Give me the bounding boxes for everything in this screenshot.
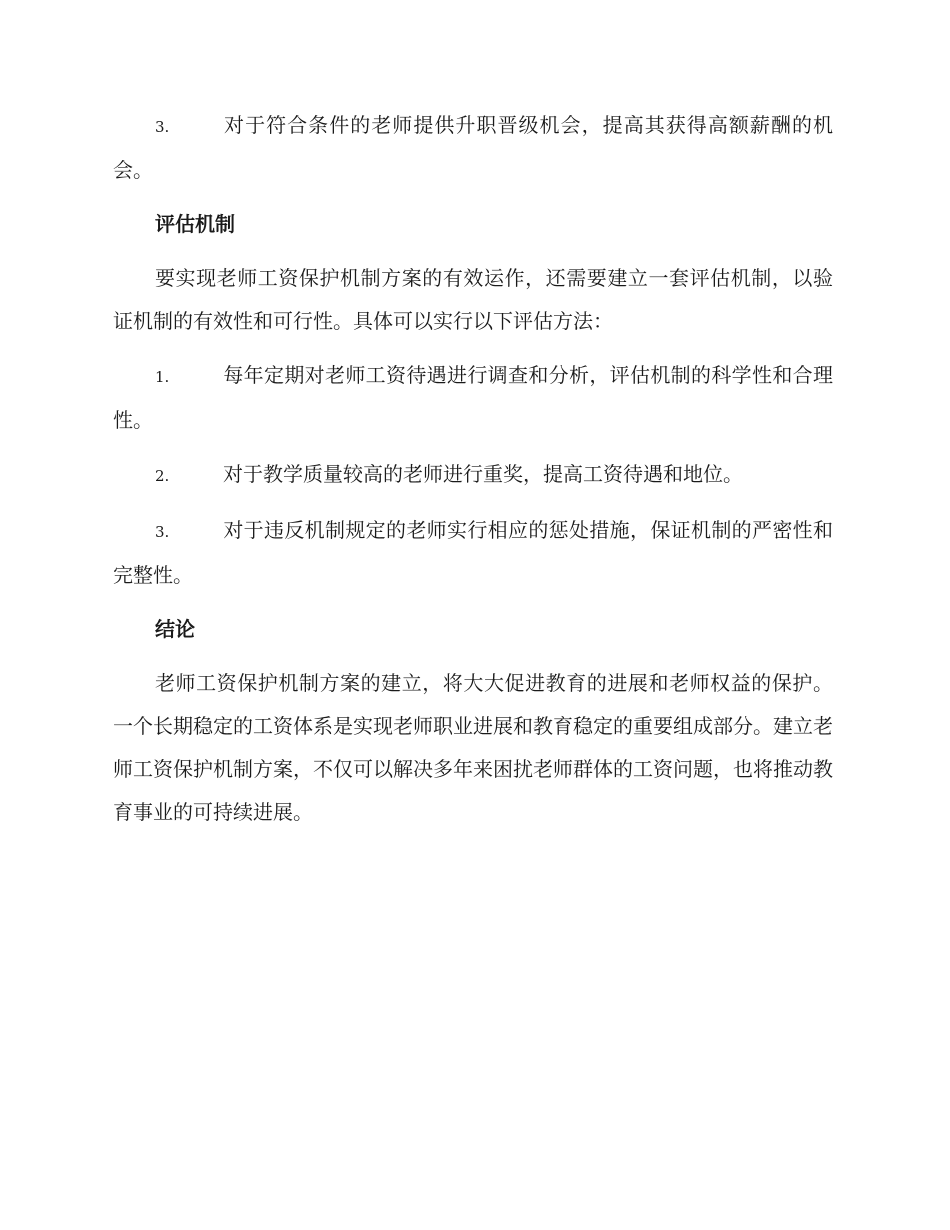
list-item-text: 每年定期对老师工资待遇进行调查和分析，评估机制的科学性和合理性。 <box>113 363 833 432</box>
list-item-text: 对于违反机制规定的老师实行相应的惩处措施，保证机制的严密性和完整性。 <box>113 518 833 587</box>
list-number: 2. <box>155 467 170 485</box>
list-item-text: 对于符合条件的老师提供升职晋级机会，提高其获得高额薪酬的机会。 <box>113 113 833 182</box>
list-item-3-promotion <box>113 104 833 192</box>
list-item-3-penalty <box>113 509 833 597</box>
list-item-text: 对于教学质量较高的老师进行重奖，提高工资待遇和地位。 <box>223 462 743 486</box>
list-number: 1. <box>155 368 170 386</box>
list-item-1-survey <box>113 354 833 442</box>
section-heading-conclusion: 结论 <box>155 617 195 641</box>
paragraph-evaluation-intro: 要实现老师工资保护机制方案的有效运作，还需要建立一套评估机制，以验证机制的有效性和可行性。具体可以实行以下评估方法： <box>113 266 833 333</box>
list-item-2-reward <box>113 453 833 498</box>
paragraph-conclusion: 老师工资保护机制方案的建立，将大大促进教育的进展和老师权益的保护。一个长期稳定的工资体系是实现老师职业进展和教育稳定的重要组成部分。建立老师工资保护机制方案，不仅可以解决多年来困扰老师群体的工资问题，也将推动教育事业的可持续进展。 <box>113 671 833 824</box>
list-number: 3. <box>155 523 170 541</box>
document-page <box>113 104 833 845</box>
list-number: 3. <box>155 118 170 136</box>
section-heading-evaluation: 评估机制 <box>155 212 235 236</box>
